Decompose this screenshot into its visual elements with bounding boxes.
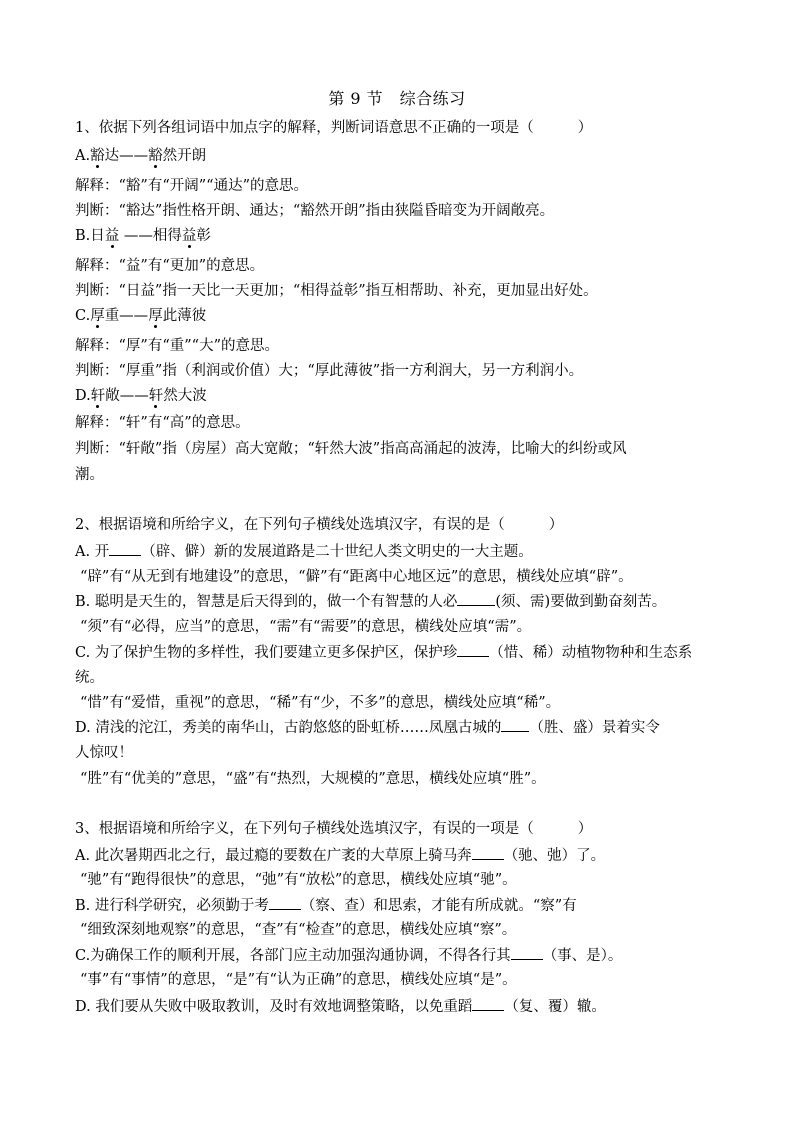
fill-blank[interactable] xyxy=(457,642,489,657)
q3-c-note: “事”有“事情”的意思，“是”有“认为正确”的意思，横线处应填“是”。 xyxy=(80,972,517,988)
fill-blank[interactable] xyxy=(472,845,504,860)
q1-option-a: A.豁达——豁然开朗 xyxy=(75,148,207,164)
q3-option-c: C.为确保工作的顺利开展，各部门应主动加强沟通协调，不得各行其 （事、是）。 xyxy=(75,945,725,966)
q1-d-judgment: 判断：“轩敞”指（房屋）高大宽敞；“轩然大波”指高高涌起的波涛，比喻大的纠纷或风 xyxy=(75,441,627,457)
q1-option-c: C.厚重——厚此薄彼 xyxy=(75,308,207,324)
q1-c-explanation: 解释：“厚”有“重”“大”的意思。 xyxy=(75,338,279,354)
fill-blank[interactable] xyxy=(109,541,141,556)
fill-blank[interactable] xyxy=(511,945,543,960)
fill-blank[interactable] xyxy=(457,591,495,606)
q2-option-c-cont: 统。 xyxy=(75,670,104,686)
q1-stem: 1、依据下列各组词语中加点字的解释，判断词语意思不正确的一项是（ ） xyxy=(75,120,593,136)
q1-c-judgment: 判断：“厚重”指（利润或价值）大；“厚此薄彼”指一方利润大，另一方利润小。 xyxy=(75,363,584,379)
fill-blank[interactable] xyxy=(501,717,529,732)
q3-option-b: B. 进行科学研究，必须勤于考 （察、查）和思索，才能有所成就。“察”有 xyxy=(75,895,725,916)
q3-option-a: A. 此次暑期西北之行，最过瘾的要数在广袤的大草原上骑马奔 （驰、弛）了。 xyxy=(75,845,725,866)
q2-option-d: D. 清浅的沱江，秀美的南华山，古韵悠悠的卧虹桥……凤凰古城的 （胜、盛）景着实令 xyxy=(75,717,725,738)
page-title: 第 9 节 综合练习 xyxy=(328,89,466,108)
fill-blank[interactable] xyxy=(269,895,301,910)
q3-option-b-cont: “细致深刻地观察”的意思，“查”有“检查”的意思，横线处应填“察”。 xyxy=(80,922,517,938)
q2-option-d-cont: 人惊叹！ xyxy=(75,745,133,761)
q3-stem: 3、根据语境和所给字义，在下列句子横线处选填汉字，有误的一项是（ ） xyxy=(75,821,593,837)
q2-b-note: “须”有“必得，应当”的意思，“需”有“需要”的意思，横线处应填“需”。 xyxy=(80,619,532,635)
q3-a-note: “驰”有“跑得很快”的意思，“弛”有“放松”的意思，横线处应填“驰”。 xyxy=(80,872,517,888)
q2-c-note: “惜”有“爱惜，重视”的意思，“稀”有“少，不多”的意思，横线处应填“稀”。 xyxy=(80,695,561,711)
q1-option-b: B.日益 ——相得益彰 xyxy=(75,228,211,244)
q1-b-judgment: 判断：“日益”指一天比一天更加；“相得益彰”指互相帮助、补充，更加显出好处。 xyxy=(75,283,598,299)
q2-option-b: B. 聪明是天生的，智慧是后天得到的，做一个有智慧的人必 (须、需)要做到勤奋刻苦。 xyxy=(75,591,725,612)
q2-a-note: “辟”有“从无到有地建设”的意思，“僻”有“距离中心地区远”的意思，横线处应填“辟”。 xyxy=(80,569,633,585)
q2-d-note: “胜”有“优美的”意思，“盛”有“热烈，大规模的”意思，横线处应填“胜”。 xyxy=(80,771,546,787)
q3-option-d: D. 我们要从失败中吸取教训，及时有效地调整策略，以免重蹈 （复、覆）辙。 xyxy=(75,996,725,1017)
q1-b-explanation: 解释：“益”有“更加”的意思。 xyxy=(75,258,265,274)
q1-option-d: D.轩敞——轩然大波 xyxy=(75,388,207,404)
q1-a-judgment: 判断：“豁达”指性格开朗、通达；“豁然开朗”指由狭隘昏暗变为开阔敞亮。 xyxy=(75,203,555,219)
q2-option-a: A. 开 （辟、僻）新的发展道路是二十世纪人类文明史的一大主题。 xyxy=(75,541,725,562)
q1-a-explanation: 解释：“豁”有“开阔”“通达”的意思。 xyxy=(75,178,308,194)
q1-d-explanation: 解释：“轩”有“高”的意思。 xyxy=(75,415,250,431)
q2-stem: 2、根据语境和所给字义，在下列句子横线处选填汉字，有误的是（ ） xyxy=(75,517,564,533)
q1-d-judgment-cont: 潮。 xyxy=(75,467,104,483)
fill-blank[interactable] xyxy=(472,996,504,1011)
q2-option-c: C. 为了保护生物的多样性，我们要建立更多保护区，保护珍 （惜、稀）动植物物种和生态系 xyxy=(75,642,725,663)
